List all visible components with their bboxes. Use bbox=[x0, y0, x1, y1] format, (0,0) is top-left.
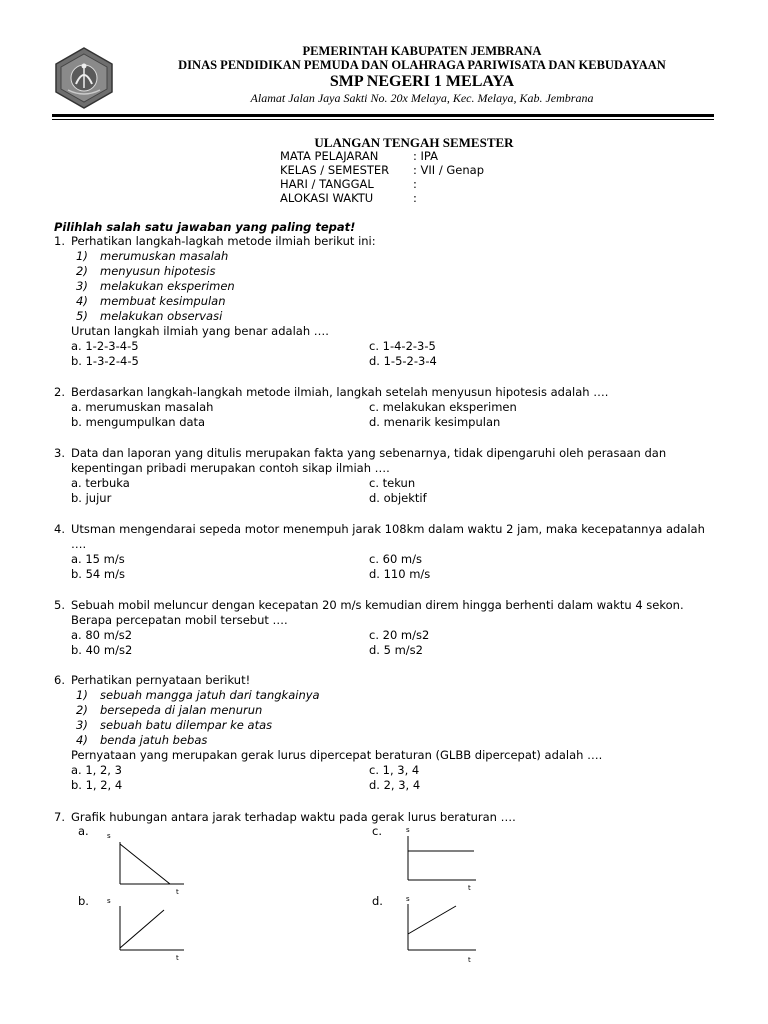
graph-option-c bbox=[372, 824, 471, 892]
question-text: Perhatikan pernyataan berikut! bbox=[71, 673, 251, 687]
meta-label: KELAS / SEMESTER bbox=[280, 163, 390, 177]
graph-horizontal-line bbox=[394, 824, 486, 896]
axis-label-s: s bbox=[107, 897, 111, 905]
option-c: c. 1, 3, 4 bbox=[369, 763, 420, 777]
list-item bbox=[76, 703, 724, 718]
step-number: 3) bbox=[76, 279, 88, 293]
meta-value: : bbox=[413, 177, 417, 191]
question-number: 2. bbox=[54, 385, 65, 399]
list-item bbox=[76, 718, 724, 733]
question-4 bbox=[54, 522, 724, 582]
axis-label-t: t bbox=[468, 884, 471, 892]
step-text: benda jatuh bebas bbox=[100, 733, 208, 747]
answer-options bbox=[71, 476, 724, 506]
meta-row bbox=[280, 177, 484, 191]
option-b: b. 1, 2, 4 bbox=[71, 778, 123, 792]
question-text-continued: …. bbox=[71, 537, 87, 551]
question-text-continued: kepentingan pribadi merupakan contoh sikap ilmiah …. bbox=[71, 461, 390, 475]
axis-label-t: t bbox=[468, 956, 471, 964]
option-label: d. bbox=[372, 894, 383, 908]
list-item bbox=[76, 279, 724, 294]
option-a: a. 1, 2, 3 bbox=[71, 763, 122, 777]
header-divider-thin bbox=[52, 119, 714, 120]
list-item bbox=[76, 733, 724, 748]
step-number: 3) bbox=[76, 718, 88, 732]
axis-label-t: t bbox=[176, 954, 179, 962]
question-number: 1. bbox=[54, 234, 65, 248]
step-number: 1) bbox=[76, 688, 88, 702]
axis-label-s: s bbox=[107, 832, 111, 840]
step-number: 5) bbox=[76, 309, 88, 323]
step-number: 4) bbox=[76, 294, 88, 308]
question-text: Sebuah mobil meluncur dengan kecepatan 20 m/s kemudian direm hingga berhenti dalam waktu 4 sekon. bbox=[71, 598, 684, 612]
option-d: d. 5 m/s2 bbox=[369, 643, 423, 657]
option-label: a. bbox=[78, 824, 89, 838]
step-text: menyusun hipotesis bbox=[100, 264, 216, 278]
option-d: d. 110 m/s bbox=[369, 567, 431, 581]
question-3 bbox=[54, 446, 724, 506]
option-d: d. menarik kesimpulan bbox=[369, 415, 501, 429]
graph-decreasing-line bbox=[100, 828, 192, 900]
option-d: d. objektif bbox=[369, 491, 427, 505]
statement-list bbox=[76, 688, 724, 748]
question-number: 4. bbox=[54, 522, 65, 536]
answer-options bbox=[71, 552, 724, 582]
school-address: Alamat Jalan Jaya Sakti No. 20x Melaya, Kec. Melaya, Kab. Jembrana bbox=[250, 91, 594, 105]
answer-options bbox=[71, 628, 724, 658]
question-text: Utsman mengendarai sepeda motor menempuh jarak 108km dalam waktu 2 jam, maka kecepatannya adalah bbox=[71, 522, 705, 536]
option-c: c. melakukan eksperimen bbox=[369, 400, 517, 414]
step-number: 4) bbox=[76, 733, 88, 747]
question-number: 7. bbox=[54, 810, 65, 824]
axis-label-t: t bbox=[176, 888, 179, 896]
option-a: a. 80 m/s2 bbox=[71, 628, 133, 642]
question-number: 5. bbox=[54, 598, 65, 612]
list-item bbox=[76, 688, 724, 703]
option-c: c. 1-4-2-3-5 bbox=[369, 339, 436, 353]
graph-option-b bbox=[78, 894, 179, 962]
axis-label-s: s bbox=[406, 895, 410, 903]
question-prompt: Pernyataan yang merupakan gerak lurus dipercepat beraturan (GLBB dipercepat) adalah …. bbox=[71, 748, 603, 762]
header-divider-thick bbox=[52, 114, 714, 117]
graph-option-a bbox=[78, 824, 179, 896]
option-c: c. 20 m/s2 bbox=[369, 628, 430, 642]
meta-label: HARI / TANGGAL bbox=[280, 177, 374, 191]
option-d: d. 2, 3, 4 bbox=[369, 778, 421, 792]
answer-options bbox=[71, 339, 724, 369]
question-5 bbox=[54, 598, 724, 658]
question-number: 6. bbox=[54, 673, 65, 687]
option-c: c. 60 m/s bbox=[369, 552, 422, 566]
question-number: 3. bbox=[54, 446, 65, 460]
graph-option-d bbox=[372, 894, 471, 964]
option-a: a. merumuskan masalah bbox=[71, 400, 214, 414]
instruction: Pilihlah salah satu jawaban yang paling tepat! bbox=[54, 220, 356, 234]
school-name: SMP NEGERI 1 MELAYA bbox=[329, 73, 515, 90]
step-text: bersepeda di jalan menurun bbox=[100, 703, 263, 717]
option-label: b. bbox=[78, 894, 89, 908]
step-text: melakukan eksperimen bbox=[100, 279, 235, 293]
exam-meta bbox=[280, 149, 484, 205]
question-text: Data dan laporan yang ditulis merupakan fakta yang sebenarnya, tidak dipengaruhi oleh perasaan dan bbox=[71, 446, 667, 460]
meta-row bbox=[280, 149, 484, 163]
step-text: membuat kesimpulan bbox=[100, 294, 226, 308]
option-a: a. terbuka bbox=[71, 476, 130, 490]
option-label: c. bbox=[372, 824, 382, 838]
meta-value: : IPA bbox=[413, 149, 438, 163]
meta-value: : VII / Genap bbox=[413, 163, 484, 177]
question-prompt: Urutan langkah ilmiah yang benar adalah …. bbox=[71, 324, 329, 338]
option-a: a. 1-2-3-4-5 bbox=[71, 339, 139, 353]
question-6 bbox=[54, 673, 724, 793]
step-text: melakukan observasi bbox=[100, 309, 223, 323]
option-c: c. tekun bbox=[369, 476, 416, 490]
answer-options bbox=[71, 400, 724, 430]
step-number: 2) bbox=[76, 703, 88, 717]
step-text: sebuah mangga jatuh dari tangkainya bbox=[100, 688, 320, 702]
list-item bbox=[76, 264, 724, 279]
question-text: Berdasarkan langkah-langkah metode ilmiah, langkah setelah menyusun hipotesis adalah …. bbox=[71, 385, 609, 399]
government-name: PEMERINTAH KABUPATEN JEMBRANA bbox=[302, 44, 542, 58]
axis-label-s: s bbox=[406, 826, 410, 834]
regency-emblem-icon bbox=[52, 46, 116, 110]
option-a: a. 15 m/s bbox=[71, 552, 125, 566]
department-name: DINAS PENDIDIKAN PEMUDA DAN OLAHRAGA PARIWISATA DAN KEBUDAYAAN bbox=[178, 58, 666, 72]
answer-options bbox=[71, 763, 724, 793]
meta-label: ALOKASI WAKTU bbox=[280, 191, 374, 205]
step-list bbox=[76, 249, 724, 324]
question-1 bbox=[54, 234, 724, 369]
question-text: Perhatikan langkah-lagkah metode ilmiah berikut ini: bbox=[71, 234, 376, 248]
question-7 bbox=[54, 810, 724, 825]
exam-title: ULANGAN TENGAH SEMESTER bbox=[314, 135, 514, 150]
step-number: 1) bbox=[76, 249, 88, 263]
question-text: Grafik hubungan antara jarak terhadap waktu pada gerak lurus beraturan …. bbox=[71, 810, 516, 824]
meta-row bbox=[280, 163, 484, 177]
list-item bbox=[76, 294, 724, 309]
meta-row bbox=[280, 191, 484, 205]
option-b: b. 1-3-2-4-5 bbox=[71, 354, 139, 368]
step-number: 2) bbox=[76, 264, 88, 278]
question-2 bbox=[54, 385, 724, 430]
graph-increasing-line-from-origin bbox=[100, 896, 192, 968]
option-d: d. 1-5-2-3-4 bbox=[369, 354, 437, 368]
meta-value: : bbox=[413, 191, 417, 205]
meta-label: MATA PELAJARAN bbox=[280, 149, 379, 163]
step-text: sebuah batu dilempar ke atas bbox=[100, 718, 273, 732]
option-b: b. 40 m/s2 bbox=[71, 643, 133, 657]
list-item bbox=[76, 309, 724, 324]
step-text: merumuskan masalah bbox=[100, 249, 229, 263]
question-text-continued: Berapa percepatan mobil tersebut …. bbox=[71, 613, 288, 627]
list-item bbox=[76, 249, 724, 264]
letterhead bbox=[52, 44, 716, 112]
option-b: b. jujur bbox=[71, 491, 112, 505]
option-b: b. 54 m/s bbox=[71, 567, 125, 581]
option-b: b. mengumpulkan data bbox=[71, 415, 206, 429]
graph-increasing-line-with-offset bbox=[394, 894, 486, 966]
